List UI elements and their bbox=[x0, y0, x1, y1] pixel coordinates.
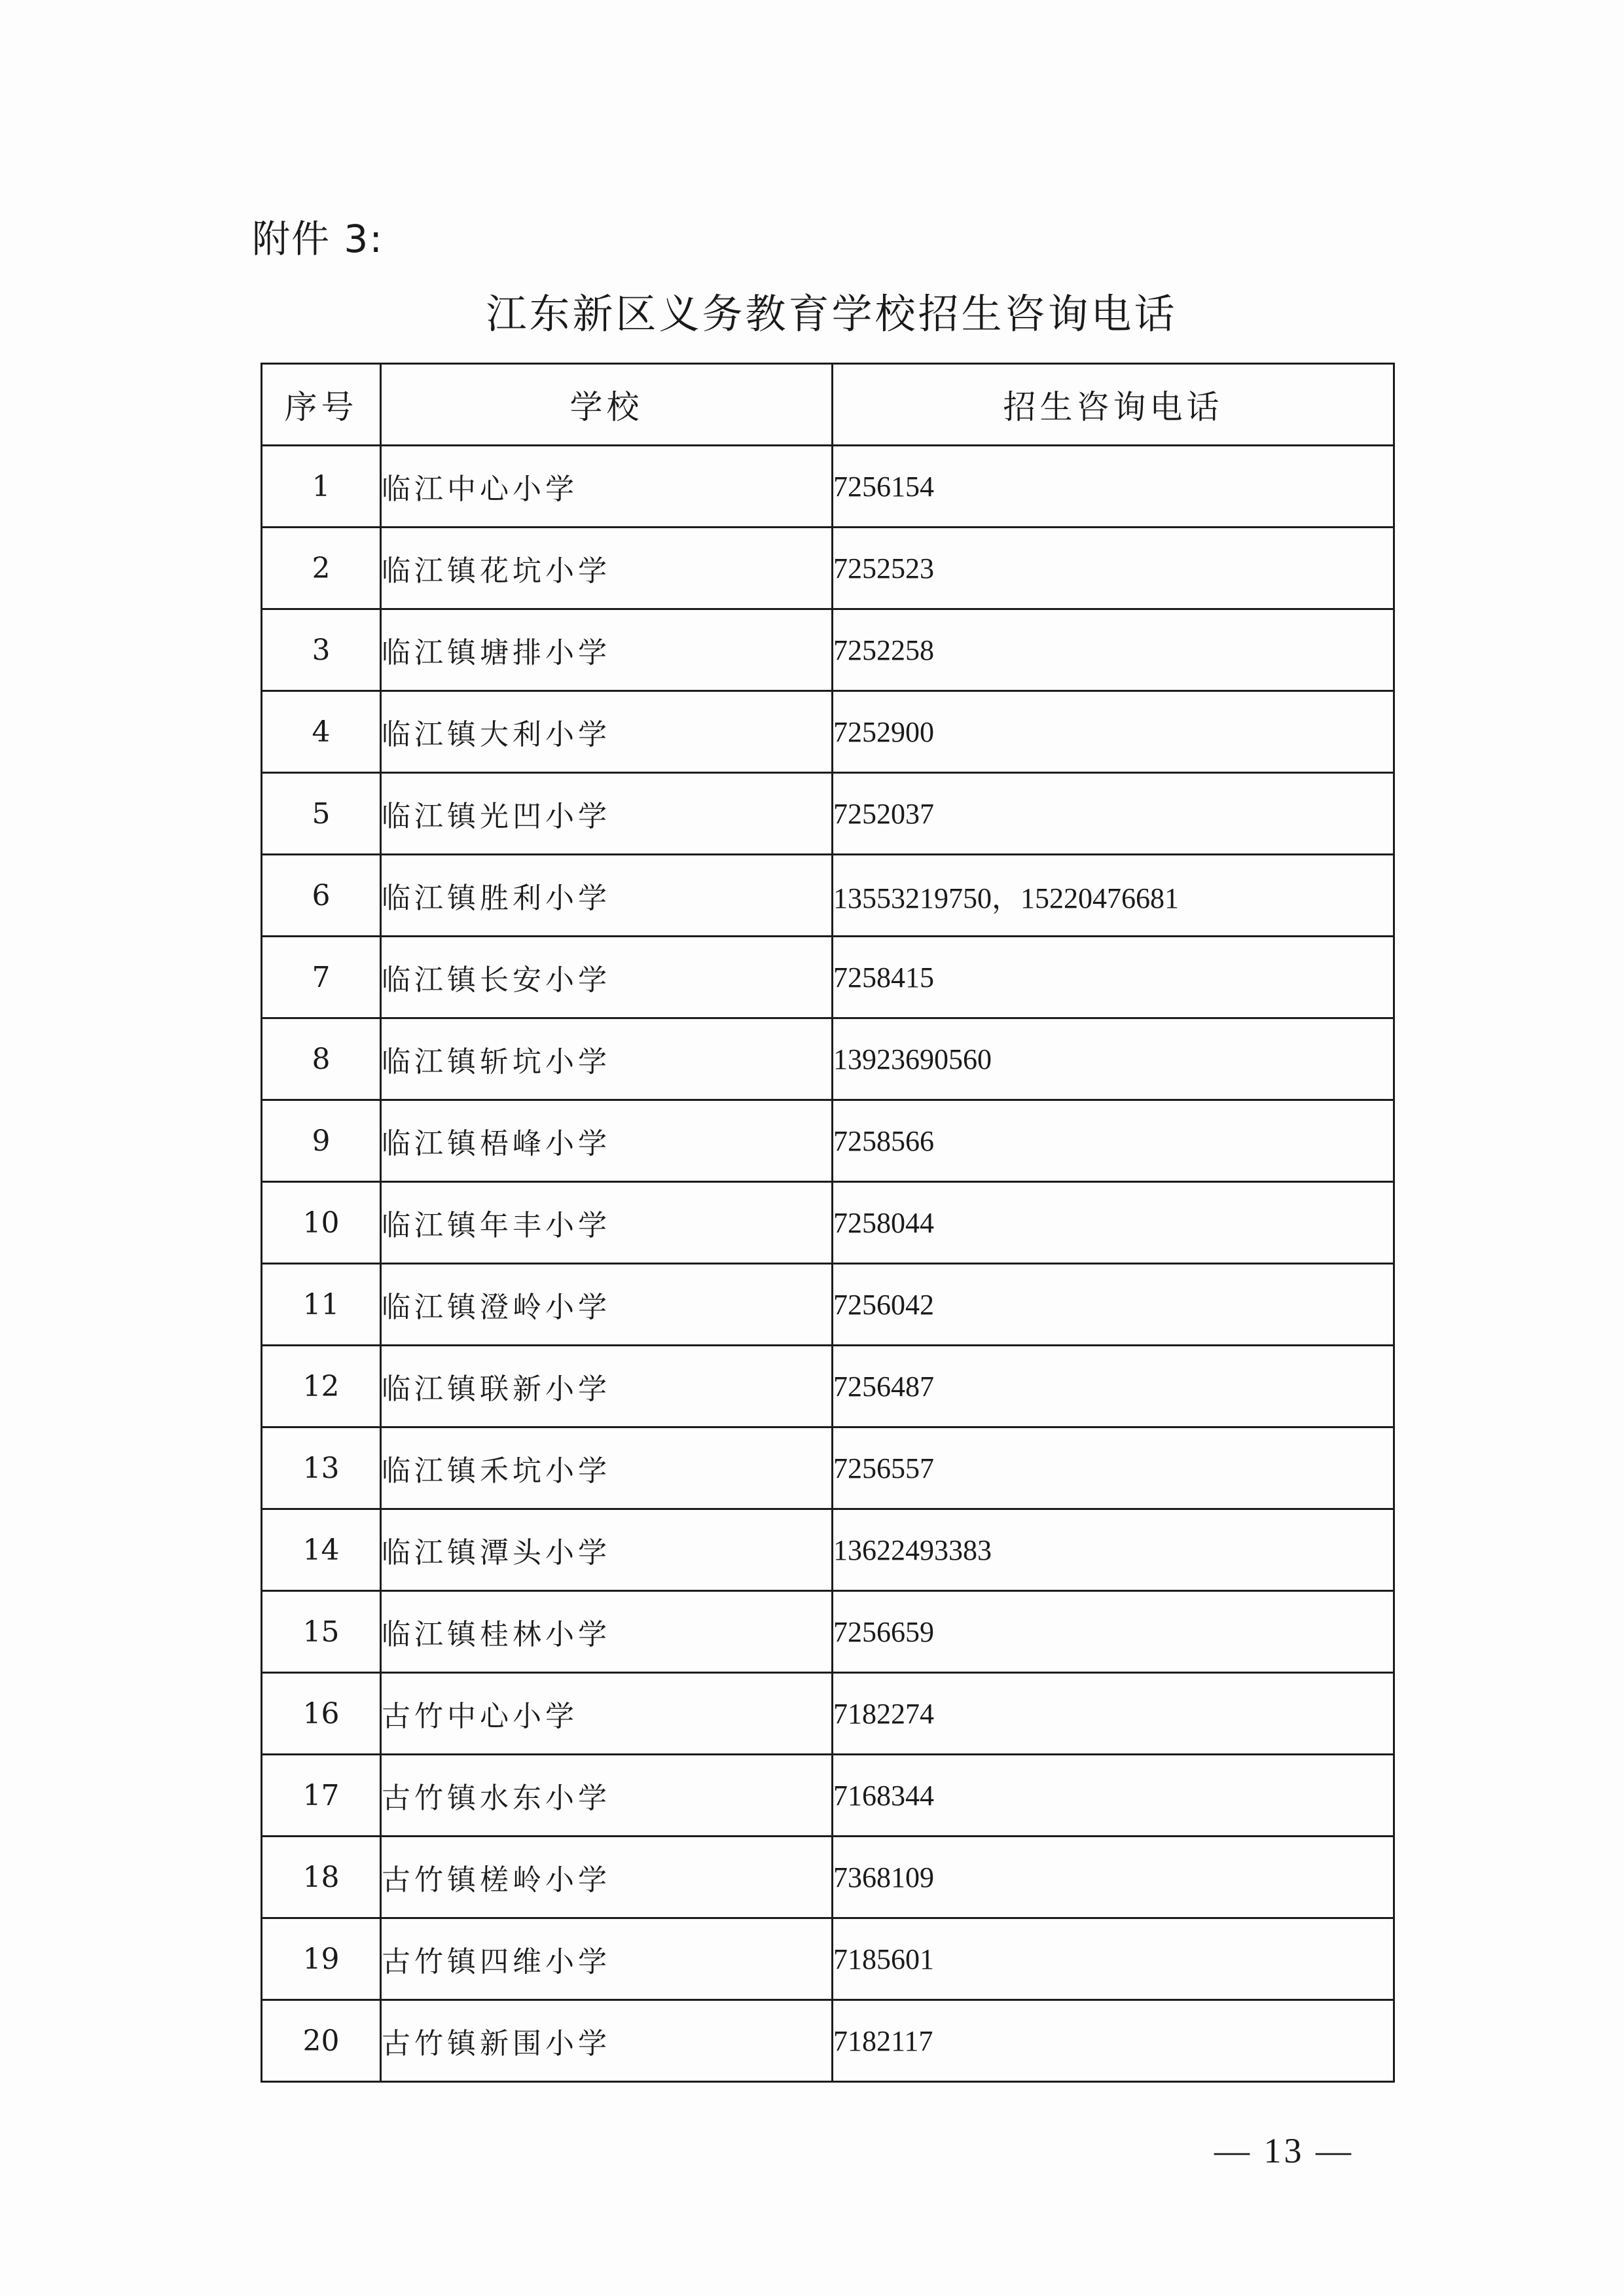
row-index: 11 bbox=[262, 1264, 381, 1346]
school-name: 临江镇联新小学 bbox=[381, 1346, 833, 1427]
phone-number: 13553219750，15220476681 bbox=[833, 855, 1394, 937]
table-row bbox=[262, 1018, 1394, 1100]
row-index: 2 bbox=[262, 528, 381, 609]
school-name: 临江镇禾坑小学 bbox=[381, 1427, 833, 1509]
row-index: 10 bbox=[262, 1182, 381, 1264]
table-row bbox=[262, 1346, 1394, 1427]
school-name: 临江镇斩坑小学 bbox=[381, 1018, 833, 1100]
school-name: 古竹中心小学 bbox=[381, 1673, 833, 1755]
row-index: 17 bbox=[262, 1755, 381, 1837]
table-row bbox=[262, 2000, 1394, 2082]
table-row bbox=[262, 1591, 1394, 1673]
row-index: 19 bbox=[262, 1918, 381, 2000]
table-row bbox=[262, 691, 1394, 773]
school-name: 古竹镇四维小学 bbox=[381, 1918, 833, 2000]
row-index: 18 bbox=[262, 1837, 381, 1918]
phone-number: 7256154 bbox=[833, 446, 1394, 528]
school-name: 临江中心小学 bbox=[381, 446, 833, 528]
row-index: 7 bbox=[262, 937, 381, 1018]
school-name: 临江镇长安小学 bbox=[381, 937, 833, 1018]
table-row bbox=[262, 1264, 1394, 1346]
table-row bbox=[262, 446, 1394, 528]
school-contact-table bbox=[261, 363, 1395, 2083]
phone-number: 7168344 bbox=[833, 1755, 1394, 1837]
phone-number: 7258044 bbox=[833, 1182, 1394, 1264]
table-row bbox=[262, 1100, 1394, 1182]
row-index: 9 bbox=[262, 1100, 381, 1182]
phone-number: 7252523 bbox=[833, 528, 1394, 609]
school-name: 临江镇塘排小学 bbox=[381, 609, 833, 691]
school-name: 临江镇光凹小学 bbox=[381, 773, 833, 855]
school-name: 古竹镇新围小学 bbox=[381, 2000, 833, 2082]
row-index: 1 bbox=[262, 446, 381, 528]
table-row bbox=[262, 1673, 1394, 1755]
phone-number: 7256557 bbox=[833, 1427, 1394, 1509]
phone-number: 7252258 bbox=[833, 609, 1394, 691]
header-phone: 招生咨询电话 bbox=[833, 364, 1394, 446]
row-index: 15 bbox=[262, 1591, 381, 1673]
school-name: 临江镇花坑小学 bbox=[381, 528, 833, 609]
header-index: 序号 bbox=[262, 364, 381, 446]
table-row bbox=[262, 1427, 1394, 1509]
table-row bbox=[262, 937, 1394, 1018]
phone-number: 7252900 bbox=[833, 691, 1394, 773]
table-row bbox=[262, 1755, 1394, 1837]
page-number: — 13 — bbox=[1214, 2131, 1354, 2170]
table-row bbox=[262, 773, 1394, 855]
row-index: 14 bbox=[262, 1509, 381, 1591]
phone-number: 7256487 bbox=[833, 1346, 1394, 1427]
row-index: 12 bbox=[262, 1346, 381, 1427]
school-name: 临江镇年丰小学 bbox=[381, 1182, 833, 1264]
table-row bbox=[262, 1837, 1394, 1918]
table-row bbox=[262, 609, 1394, 691]
phone-number: 7256659 bbox=[833, 1591, 1394, 1673]
row-index: 8 bbox=[262, 1018, 381, 1100]
school-name: 古竹镇槎岭小学 bbox=[381, 1837, 833, 1918]
phone-number: 13622493383 bbox=[833, 1509, 1394, 1591]
phone-number: 7256042 bbox=[833, 1264, 1394, 1346]
school-name: 临江镇潭头小学 bbox=[381, 1509, 833, 1591]
document-title: 江东新区义务教育学校招生咨询电话 bbox=[486, 290, 1178, 338]
school-name: 临江镇桂林小学 bbox=[381, 1591, 833, 1673]
row-index: 4 bbox=[262, 691, 381, 773]
school-name: 临江镇梧峰小学 bbox=[381, 1100, 833, 1182]
table-row bbox=[262, 1509, 1394, 1591]
phone-number: 7182274 bbox=[833, 1673, 1394, 1755]
school-name: 古竹镇水东小学 bbox=[381, 1755, 833, 1837]
table-header-row bbox=[262, 364, 1394, 446]
phone-number: 7368109 bbox=[833, 1837, 1394, 1918]
row-index: 3 bbox=[262, 609, 381, 691]
row-index: 20 bbox=[262, 2000, 381, 2082]
row-index: 16 bbox=[262, 1673, 381, 1755]
phone-number: 7252037 bbox=[833, 773, 1394, 855]
school-name: 临江镇大利小学 bbox=[381, 691, 833, 773]
phone-number: 7182117 bbox=[833, 2000, 1394, 2082]
header-school: 学校 bbox=[381, 364, 833, 446]
phone-number: 7258415 bbox=[833, 937, 1394, 1018]
school-name: 临江镇胜利小学 bbox=[381, 855, 833, 937]
table-row bbox=[262, 528, 1394, 609]
table-row bbox=[262, 1182, 1394, 1264]
phone-number: 13923690560 bbox=[833, 1018, 1394, 1100]
table-row bbox=[262, 1918, 1394, 2000]
school-name: 临江镇澄岭小学 bbox=[381, 1264, 833, 1346]
attachment-label: 附件 3: bbox=[252, 217, 384, 261]
row-index: 6 bbox=[262, 855, 381, 937]
row-index: 13 bbox=[262, 1427, 381, 1509]
phone-number: 7185601 bbox=[833, 1918, 1394, 2000]
table-row bbox=[262, 855, 1394, 937]
row-index: 5 bbox=[262, 773, 381, 855]
phone-number: 7258566 bbox=[833, 1100, 1394, 1182]
